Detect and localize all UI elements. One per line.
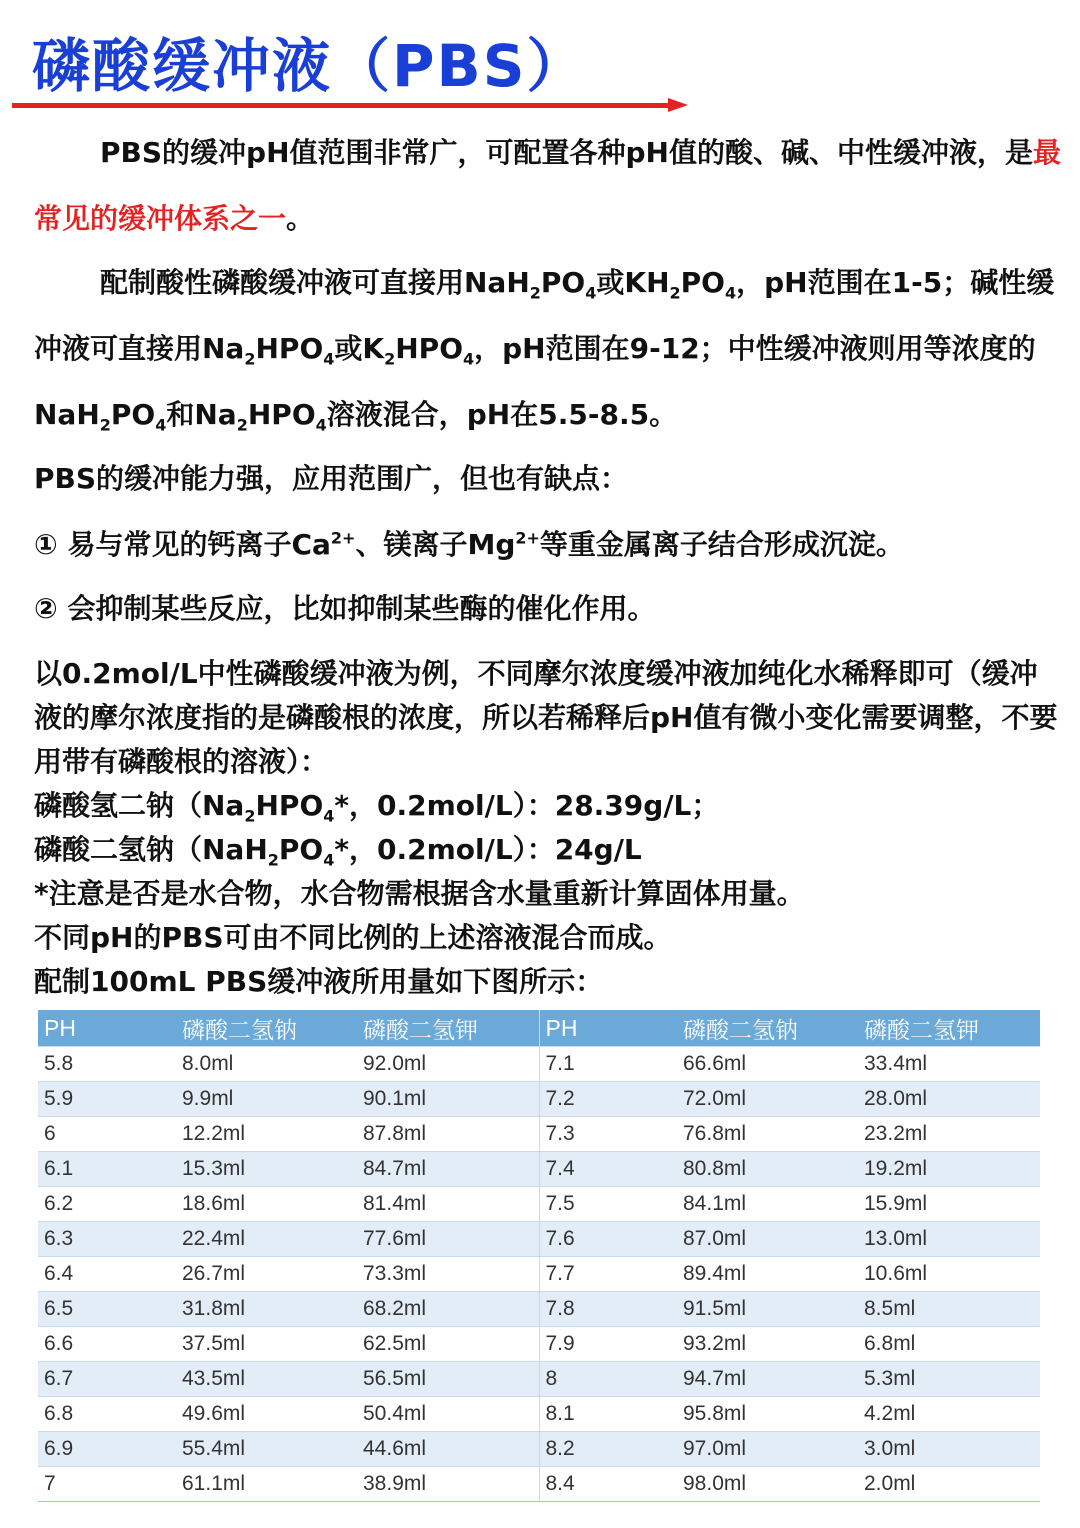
drawback-text: 等重金属离子结合形成沉淀。 [539, 528, 904, 561]
reagent-line-2 [34, 828, 1064, 872]
table-cell: 92.0ml [357, 1047, 539, 1082]
table-row [38, 1047, 1040, 1082]
table-cell: 7.6 [539, 1222, 677, 1257]
preparation-paragraph [34, 250, 1064, 448]
table-cell: 8.5ml [858, 1292, 1040, 1327]
table-cell: 66.6ml [677, 1047, 858, 1082]
table-cell: 7.2 [539, 1082, 677, 1117]
table-row [38, 1362, 1040, 1397]
drawbacks-heading: PBS的缓冲能力强，应用范围广，但也有缺点： [34, 462, 629, 495]
table-cell: 6.4 [38, 1257, 176, 1292]
prep-text: ，pH范围在1-5；碱性缓冲液可直接用Na [34, 266, 1055, 365]
table-cell: 6.7 [38, 1362, 176, 1397]
table-cell: 97.0ml [677, 1432, 858, 1467]
reagent-text: *，0.2mol/L）：24g/L [334, 833, 642, 866]
table-cell: 8.4 [539, 1467, 677, 1502]
table-cell: 4.2ml [858, 1397, 1040, 1432]
highlight-text: 最常见的缓冲体系之一 [34, 136, 1062, 235]
page-title: 磷酸缓冲液（PBS） [32, 32, 587, 100]
table-cell: 7.4 [539, 1152, 677, 1187]
hydrate-note: *注意是否是水合物，水合物需根据含水量重新计算固体用量。 [34, 877, 805, 910]
ratio-note: 不同pH的PBS可由不同比例的上述溶液混合而成。 [34, 921, 672, 954]
table-header-row [38, 1010, 1040, 1047]
reagent-text: *，0.2mol/L）：28.39g/L； [334, 789, 720, 822]
subscript: 4 [585, 283, 597, 303]
pbs-recipe-table [38, 1010, 1040, 1502]
table-cell: 13.0ml [858, 1222, 1040, 1257]
drawback-text: ① 易与常见的钙离子Ca [34, 528, 331, 561]
table-cell: 90.1ml [357, 1082, 539, 1117]
table-row [38, 1187, 1040, 1222]
intro-end: 。 [286, 202, 315, 235]
prep-text: PO [680, 266, 725, 299]
intro-paragraph [34, 120, 1064, 252]
table-cell: 89.4ml [677, 1257, 858, 1292]
table-cell: 84.1ml [677, 1187, 858, 1222]
table-cell: 98.0ml [677, 1467, 858, 1502]
table-row [38, 1082, 1040, 1117]
table-cell: 7.3 [539, 1117, 677, 1152]
table-cell: 33.4ml [858, 1047, 1040, 1082]
table-cell: 5.8 [38, 1047, 176, 1082]
table-cell: 5.3ml [858, 1362, 1040, 1397]
header-cell: PH [38, 1010, 176, 1047]
table-cell: 56.5ml [357, 1362, 539, 1397]
subscript: 2 [244, 349, 256, 369]
table-cell: 84.7ml [357, 1152, 539, 1187]
reagent-text: 磷酸二氢钠（NaH [34, 833, 268, 866]
header-cell: 磷酸二氢钠 [677, 1010, 858, 1047]
subscript: 4 [323, 349, 335, 369]
header-cell: 磷酸二氢钾 [357, 1010, 539, 1047]
table-cell: 43.5ml [176, 1362, 357, 1397]
table-cell: 26.7ml [176, 1257, 357, 1292]
reagent-text: HPO [255, 789, 324, 822]
table-cell: 6.9 [38, 1432, 176, 1467]
table-cell: 87.8ml [357, 1117, 539, 1152]
header-cell: PH [539, 1010, 677, 1047]
table-cell: 15.3ml [176, 1152, 357, 1187]
prep-text: HPO [395, 332, 463, 365]
table-cell: 6.8 [38, 1397, 176, 1432]
table-cell: 94.7ml [677, 1362, 858, 1397]
table-cell: 7.9 [539, 1327, 677, 1362]
subscript: 4 [315, 415, 327, 435]
table-cell: 6.1 [38, 1152, 176, 1187]
subscript: 4 [463, 349, 475, 369]
table-cell: 6.2 [38, 1187, 176, 1222]
superscript: 2+ [515, 528, 540, 548]
table-cell: 7.7 [539, 1257, 677, 1292]
table-cell: 81.4ml [357, 1187, 539, 1222]
table-cell: 55.4ml [176, 1432, 357, 1467]
table-cell: 28.0ml [858, 1082, 1040, 1117]
table-cell: 80.8ml [677, 1152, 858, 1187]
table-cell: 9.9ml [176, 1082, 357, 1117]
table-cell: 22.4ml [176, 1222, 357, 1257]
arrow-icon [668, 98, 688, 112]
table-cell: 50.4ml [357, 1397, 539, 1432]
table-cell: 93.2ml [677, 1327, 858, 1362]
table-cell: 19.2ml [858, 1152, 1040, 1187]
table-cell: 38.9ml [357, 1467, 539, 1502]
title-underline [12, 103, 672, 108]
subscript: 2 [267, 850, 279, 870]
drawback-item-2: ② 会抑制某些反应，比如抑制某些酶的催化作用。 [34, 592, 656, 625]
reagent-text: 磷酸氢二钠（Na [34, 789, 245, 822]
subscript: 2 [244, 806, 256, 826]
table-row [38, 1327, 1040, 1362]
table-cell: 23.2ml [858, 1117, 1040, 1152]
table-cell: 44.6ml [357, 1432, 539, 1467]
prep-text: ，pH范围在9-12；中性缓冲液则用等浓度的NaH [34, 332, 1036, 431]
subscript: 2 [384, 349, 396, 369]
table-cell: 6.6 [38, 1327, 176, 1362]
intro-text: PBS的缓冲pH值范围非常广，可配置各种pH值的酸、碱、中性缓冲液，是 [100, 136, 1033, 169]
superscript: 2+ [330, 528, 356, 548]
table-cell: 7 [38, 1467, 176, 1502]
prep-text: 配制酸性磷酸缓冲液可直接用NaH [100, 266, 530, 299]
table-cell: 15.9ml [858, 1187, 1040, 1222]
table-cell: 31.8ml [176, 1292, 357, 1327]
table-row [38, 1257, 1040, 1292]
table-cell: 7.8 [539, 1292, 677, 1327]
dilution-block [34, 652, 1064, 1004]
table-row [38, 1222, 1040, 1257]
table-cell: 6.5 [38, 1292, 176, 1327]
prep-text: 或K [334, 332, 385, 365]
table-cell: 18.6ml [176, 1187, 357, 1222]
table-cell: 62.5ml [357, 1327, 539, 1362]
prep-text: 溶液混合，pH在5.5-8.5。 [326, 398, 678, 431]
table-cell: 76.8ml [677, 1117, 858, 1152]
table-cell: 5.9 [38, 1082, 176, 1117]
table-cell: 8.2 [539, 1432, 677, 1467]
subscript: 2 [99, 415, 111, 435]
table-row [38, 1397, 1040, 1432]
table-row [38, 1152, 1040, 1187]
table-row [38, 1467, 1040, 1502]
table-cell: 7.1 [539, 1047, 677, 1082]
table-cell: 6 [38, 1117, 176, 1152]
subscript: 2 [236, 415, 248, 435]
table-cell: 8.1 [539, 1397, 677, 1432]
table-cell: 6.8ml [858, 1327, 1040, 1362]
table-cell: 3.0ml [858, 1432, 1040, 1467]
table-cell: 61.1ml [176, 1467, 357, 1502]
prep-text: PO [540, 266, 586, 299]
table-cell: 10.6ml [858, 1257, 1040, 1292]
subscript: 4 [155, 415, 167, 435]
table-cell: 6.3 [38, 1222, 176, 1257]
table-cell: 72.0ml [677, 1082, 858, 1117]
subscript: 4 [323, 850, 335, 870]
table-row [38, 1117, 1040, 1152]
table-cell: 49.6ml [176, 1397, 357, 1432]
drawback-item-1 [34, 512, 1064, 578]
table-cell: 68.2ml [357, 1292, 539, 1327]
header-cell: 磷酸二氢钾 [858, 1010, 1040, 1047]
table-cell: 12.2ml [176, 1117, 357, 1152]
subscript: 4 [724, 283, 737, 303]
table-cell: 8.0ml [176, 1047, 357, 1082]
header-cell: 磷酸二氢钠 [176, 1010, 357, 1047]
prep-text: 和Na [166, 398, 237, 431]
prep-text: PO [110, 398, 156, 431]
table-row [38, 1432, 1040, 1467]
reagent-line-1 [34, 784, 1064, 828]
table-cell: 2.0ml [858, 1467, 1040, 1502]
table-cell: 91.5ml [677, 1292, 858, 1327]
table-cell: 37.5ml [176, 1327, 357, 1362]
table-row [38, 1292, 1040, 1327]
reagent-text: PO [278, 833, 324, 866]
table-cell: 73.3ml [357, 1257, 539, 1292]
table-cell: 7.5 [539, 1187, 677, 1222]
prep-text: HPO [247, 398, 316, 431]
dilution-intro: 以0.2mol/L中性磷酸缓冲液为例，不同摩尔浓度缓冲液加纯化水稀释即可（缓冲液的摩尔浓度指的是磷酸根的浓度，所以若稀释后pH值有微小变化需要调整，不要用带有磷酸根的溶液）： [34, 657, 1058, 778]
drawback-text: 、镁离子Mg [355, 528, 516, 561]
subscript: 4 [323, 806, 335, 826]
table-cell: 77.6ml [357, 1222, 539, 1257]
table-cell: 95.8ml [677, 1397, 858, 1432]
table-cell: 8 [539, 1362, 677, 1397]
prep-text: HPO [255, 332, 324, 365]
table-caption: 配制100mL PBS缓冲液所用量如下图所示： [34, 965, 604, 998]
table-cell: 87.0ml [677, 1222, 858, 1257]
subscript: 2 [669, 283, 681, 303]
subscript: 2 [529, 283, 541, 303]
prep-text: 或KH [596, 266, 670, 299]
